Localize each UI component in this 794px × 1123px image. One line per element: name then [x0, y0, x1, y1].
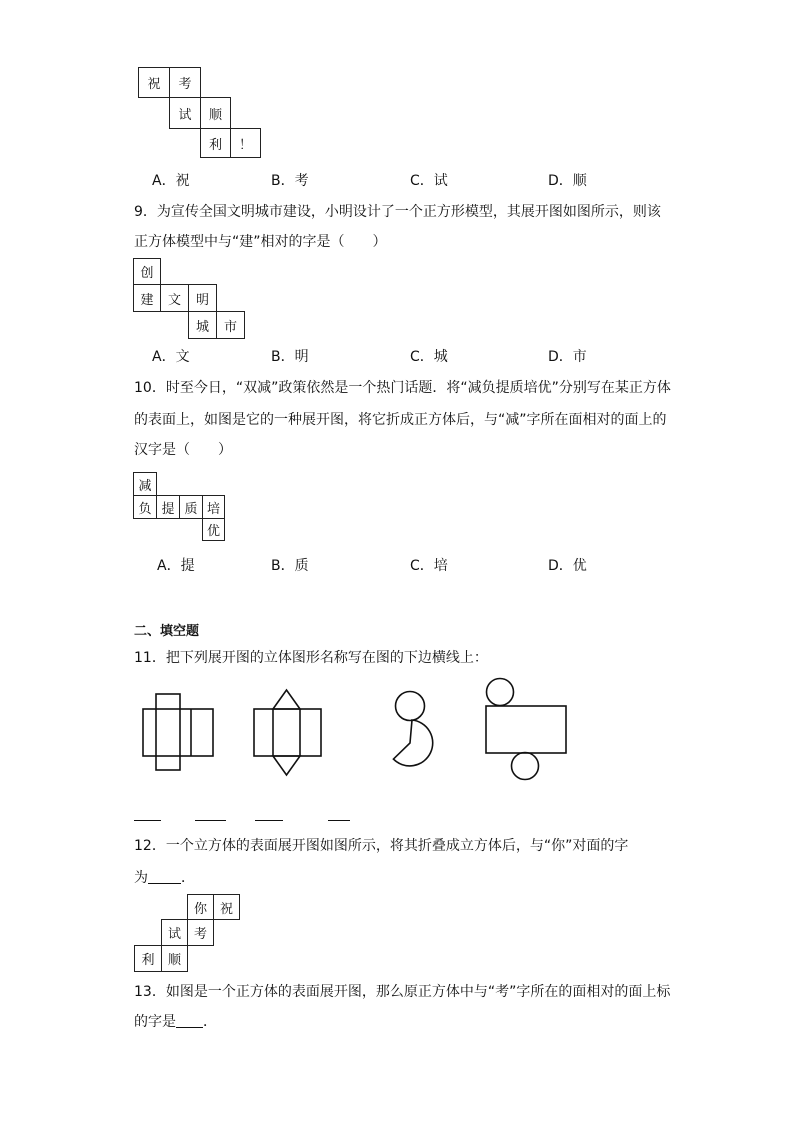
net-cell: 祝: [138, 67, 170, 98]
net-cell: 试: [161, 919, 188, 946]
answer-blank[interactable]: [328, 820, 350, 821]
q12-text-suffix: ．: [181, 870, 195, 886]
q11-text: 11．把下列展开图的立体图形名称写在图的下边横线上：: [134, 650, 488, 666]
q9-text-line2: 正方体模型中与“建”相对的字是（ ）: [134, 234, 387, 250]
q10-option-b: B．质: [271, 558, 309, 574]
net-cell: 创: [133, 258, 161, 285]
q10-text-line3: 汉字是（ ）: [134, 442, 232, 458]
net-cell: 利: [200, 128, 231, 158]
q13-text-suffix: ．: [203, 1014, 217, 1030]
net-cell: 你: [187, 894, 214, 920]
q13-text-line1: 13．如图是一个正方体的表面展开图，那么原正方体中与“考”字所在的面相对的面上标: [134, 984, 671, 1000]
q8-option-a: A．祝: [152, 173, 190, 189]
answer-blank[interactable]: [134, 820, 161, 821]
q10-option-a: A．提: [157, 558, 195, 574]
net-cell: 负: [133, 495, 157, 519]
net-cell: 减: [133, 472, 157, 496]
q10-text-line2: 的表面上，如图是它的一种展开图，将它折成正方体后，与“减”字所在面相对的面上的: [134, 412, 667, 428]
q9-option-c: C．城: [410, 349, 448, 365]
q13-text-prefix: 的字是: [134, 1014, 176, 1030]
cylinder-net-figure: [486, 679, 566, 780]
net-cell: 利: [134, 945, 162, 972]
net-cell: 市: [216, 311, 245, 339]
cuboid-net-figure: [143, 694, 213, 770]
triangular-prism-net-figure: [254, 690, 321, 775]
q9-option-b: B．明: [271, 349, 309, 365]
cone-net-figure: [393, 692, 432, 766]
net-cell: 质: [179, 495, 203, 519]
net-cell: 建: [133, 284, 161, 312]
net-cell: 考: [187, 919, 214, 946]
answer-blank[interactable]: [195, 820, 226, 821]
q10-option-d: D．优: [548, 558, 587, 574]
net-cell: 祝: [213, 894, 240, 920]
net-cell: 提: [156, 495, 180, 519]
answer-blank[interactable]: [255, 820, 283, 821]
q8-option-b: B．考: [271, 173, 309, 189]
section-title: 二、填空题: [134, 624, 200, 639]
q12-text-prefix: 为: [134, 870, 148, 886]
q10-text-line1: 10．时至今日，“双减”政策依然是一个热门话题．将“减负提质培优”分别写在某正方体: [134, 380, 671, 396]
net-cell: ！: [230, 128, 261, 158]
net-cell: 顺: [200, 97, 231, 129]
q8-option-d: D．顺: [548, 173, 587, 189]
net-cell: 试: [169, 97, 201, 129]
net-cell: 顺: [161, 945, 188, 972]
net-cell: 考: [169, 67, 201, 98]
q9-option-d: D．市: [548, 349, 587, 365]
q9-text-line1: 9．为宣传全国文明城市建设，小明设计了一个正方形模型，其展开图如图所示，则该: [134, 204, 661, 220]
net-cell: 文: [160, 284, 189, 312]
q12-text-line1: 12．一个立方体的表面展开图如图所示，将其折叠成立方体后，与“你”对面的字: [134, 838, 629, 854]
q10-option-c: C．培: [410, 558, 448, 574]
net-cell: 优: [202, 518, 225, 541]
q12-answer-blank[interactable]: [148, 883, 181, 884]
q13-answer-blank[interactable]: [176, 1027, 203, 1028]
q8-option-c: C．试: [410, 173, 448, 189]
q9-option-a: A．文: [152, 349, 190, 365]
net-cell: 培: [202, 495, 225, 519]
net-cell: 城: [188, 311, 217, 339]
net-cell: 明: [188, 284, 217, 312]
